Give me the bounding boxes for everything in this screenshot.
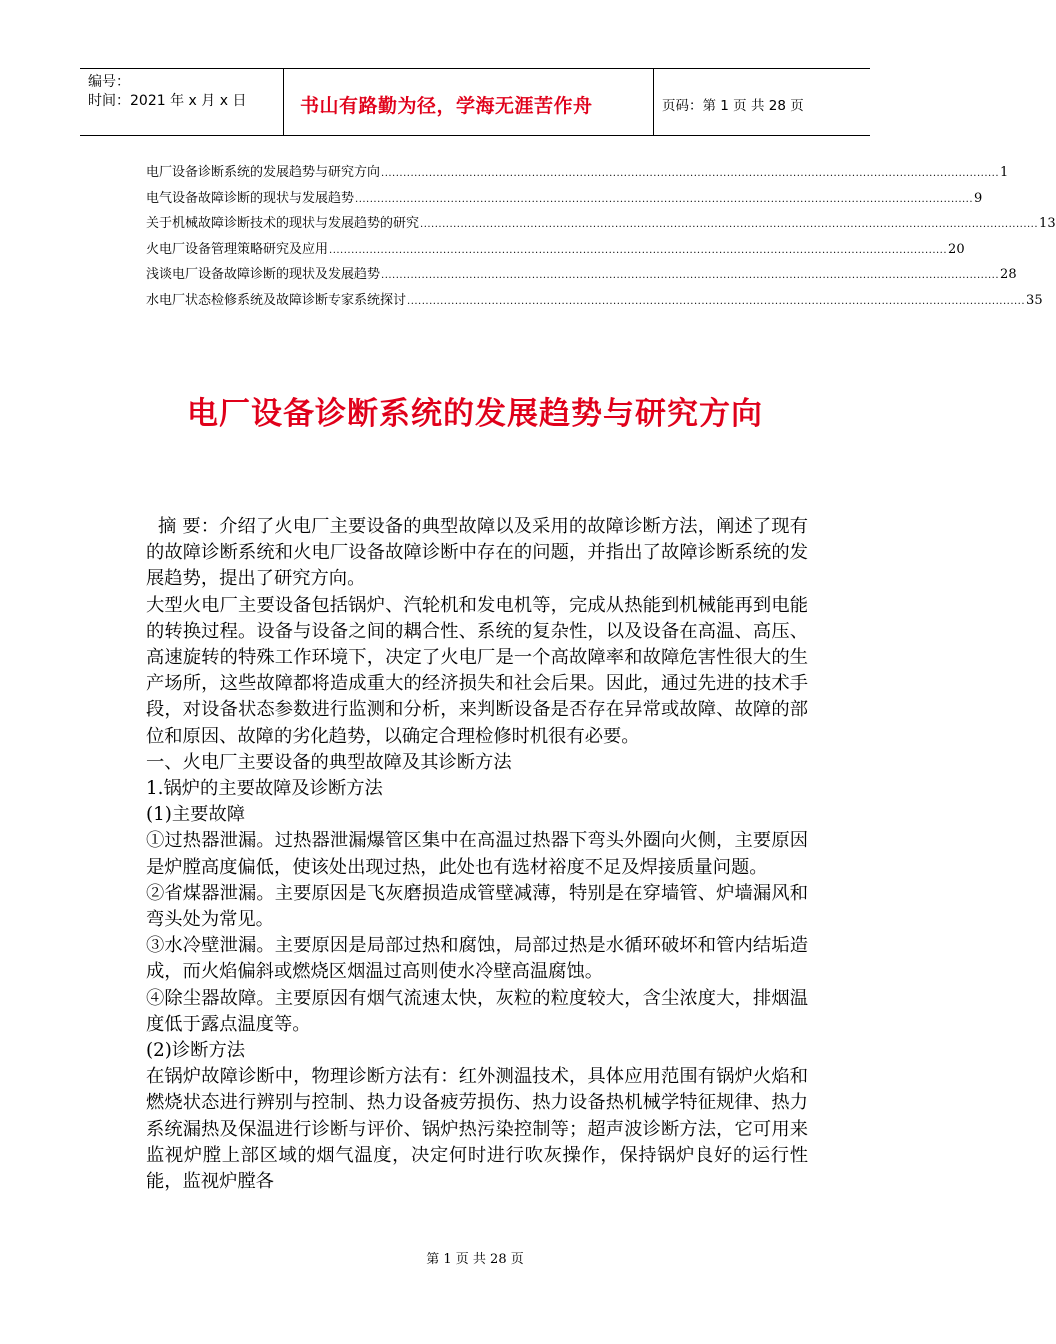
- subsection-heading: 1.锅炉的主要故障及诊断方法: [146, 778, 383, 800]
- article-title: 电厂设备诊断系统的发展趋势与研究方向: [187, 396, 763, 432]
- toc-entry-title[interactable]: 浅谈电厂设备故障诊断的现状及发展趋势: [146, 267, 381, 283]
- toc-entry-page: 28: [1000, 267, 1017, 283]
- list-item: ③水冷壁泄漏。主要原因是局部过热和腐蚀，局部过热是水循环破坏和管内结垢造成，而火焰偏斜或燃烧区烟温过高则使水冷壁高温腐蚀。: [146, 935, 808, 983]
- table-of-contents: [146, 160, 1056, 314]
- sub-subsection-heading: (1)主要故障: [146, 804, 246, 826]
- abstract-paragraph: 摘 要：介绍了火电厂主要设备的典型故障以及采用的故障诊断方法，阐述了现有的故障诊断系统和火电厂设备故障诊断中存在的问题，并指出了故障诊断系统的发展趋势，提出了研究方向。: [146, 516, 808, 590]
- toc-entry[interactable]: [146, 262, 1017, 288]
- list-item: ②省煤器泄漏。主要原因是飞灰磨损造成管壁减薄，特别是在穿墙管、炉墙漏风和弯头处为常见。: [146, 882, 808, 931]
- toc-entry[interactable]: [146, 211, 1056, 237]
- header-page-info-cell: [654, 69, 870, 135]
- toc-entry-page: 20: [948, 241, 965, 257]
- toc-entry[interactable]: [146, 288, 1043, 314]
- toc-entry-title[interactable]: 关于机械故障诊断技术的现状与发展趋势的研究: [146, 216, 420, 232]
- toc-entry[interactable]: [146, 237, 965, 263]
- toc-entry-page: 35: [1026, 292, 1043, 308]
- toc-leader-dots: ........................................................................................................................................................................: [355, 193, 974, 205]
- section-heading: 一、火电厂主要设备的典型故障及其诊断方法: [146, 751, 512, 773]
- toc-entry-page: 9: [974, 190, 983, 206]
- toc-entry-title[interactable]: 水电厂状态检修系统及故障诊断专家系统探讨: [146, 292, 407, 308]
- toc-entry[interactable]: [146, 186, 983, 212]
- number-label: 编号：: [88, 74, 130, 90]
- header-motto-cell: [284, 69, 654, 135]
- toc-leader-dots: ........................................................................................................................................................................: [407, 295, 1026, 307]
- toc-leader-dots: ........................................................................................................................................................................: [381, 168, 1000, 179]
- page-footer: 第 1 页 共 28 页: [426, 1252, 524, 1267]
- list-item: ④除尘器故障。主要原因有烟气流速太快，灰粒的粒度较大，含尘浓度大，排烟温度低于露点温度等。: [146, 987, 808, 1035]
- body-paragraph: 在锅炉故障诊断中，物理诊断方法有：红外测温技术，具体应用范围有锅炉火焰和燃烧状态进行辨别与控制、热力设备疲劳损伤、热力设备热机械学特征规律、热力系统漏热及保温进行诊断与评价、锅炉热污染控制等；超声波诊断方法，它可用来监视炉膛上部区域的烟气温度，决定何时进行吹灰操作，保持锅炉良好的运行性能，监视炉膛各: [146, 1066, 808, 1193]
- toc-entry-title[interactable]: 电厂设备诊断系统的发展趋势与研究方向: [146, 165, 381, 180]
- header-meta: [80, 69, 284, 135]
- article-body: [146, 514, 808, 1195]
- header-motto: 书山有路勤为径，学海无涯苦作舟: [300, 94, 593, 117]
- page-header: [80, 68, 870, 136]
- toc-entry-page: 1: [1000, 165, 1009, 180]
- sub-subsection-heading: (2)诊断方法: [146, 1040, 246, 1062]
- body-paragraph: 大型火电厂主要设备包括锅炉、汽轮机和发电机等，完成从热能到机械能再到电能的转换过程。设备与设备之间的耦合性、系统的复杂性，以及设备在高温、高压、高速旋转的特殊工作环境下，决定了火电厂是一个高故障率和故障危害性很大的生产场所，这些故障都将造成重大的经济损失和社会后果。因此，通过先进的技术手段，对设备状态参数进行监测和分析，来判断设备是否存在异常或故障、故障的部位和原因、故障的劣化趋势，以确定合理检修时机很有必要。: [146, 594, 808, 747]
- toc-entry-page: 13: [1039, 216, 1056, 232]
- toc-entry-title[interactable]: 火电厂设备管理策略研究及应用: [146, 241, 329, 257]
- header-page-info: 页码：第 1 页 共 28 页: [662, 98, 804, 114]
- time-label: 时间：2021 年 x 月 x 日: [88, 93, 247, 109]
- toc-entry-title[interactable]: 电气设备故障诊断的现状与发展趋势: [146, 190, 355, 206]
- toc-entry[interactable]: [146, 160, 1009, 186]
- list-item: ①过热器泄漏。过热器泄漏爆管区集中在高温过热器下弯头外圈向火侧，主要原因是炉膛高度偏低，使该处出现过热，此处也有选材裕度不足及焊接质量问题。: [146, 830, 808, 878]
- toc-leader-dots: ........................................................................................................................................................................: [420, 219, 1039, 231]
- toc-leader-dots: ........................................................................................................................................................................: [381, 270, 1000, 282]
- toc-leader-dots: ........................................................................................................................................................................: [329, 244, 948, 256]
